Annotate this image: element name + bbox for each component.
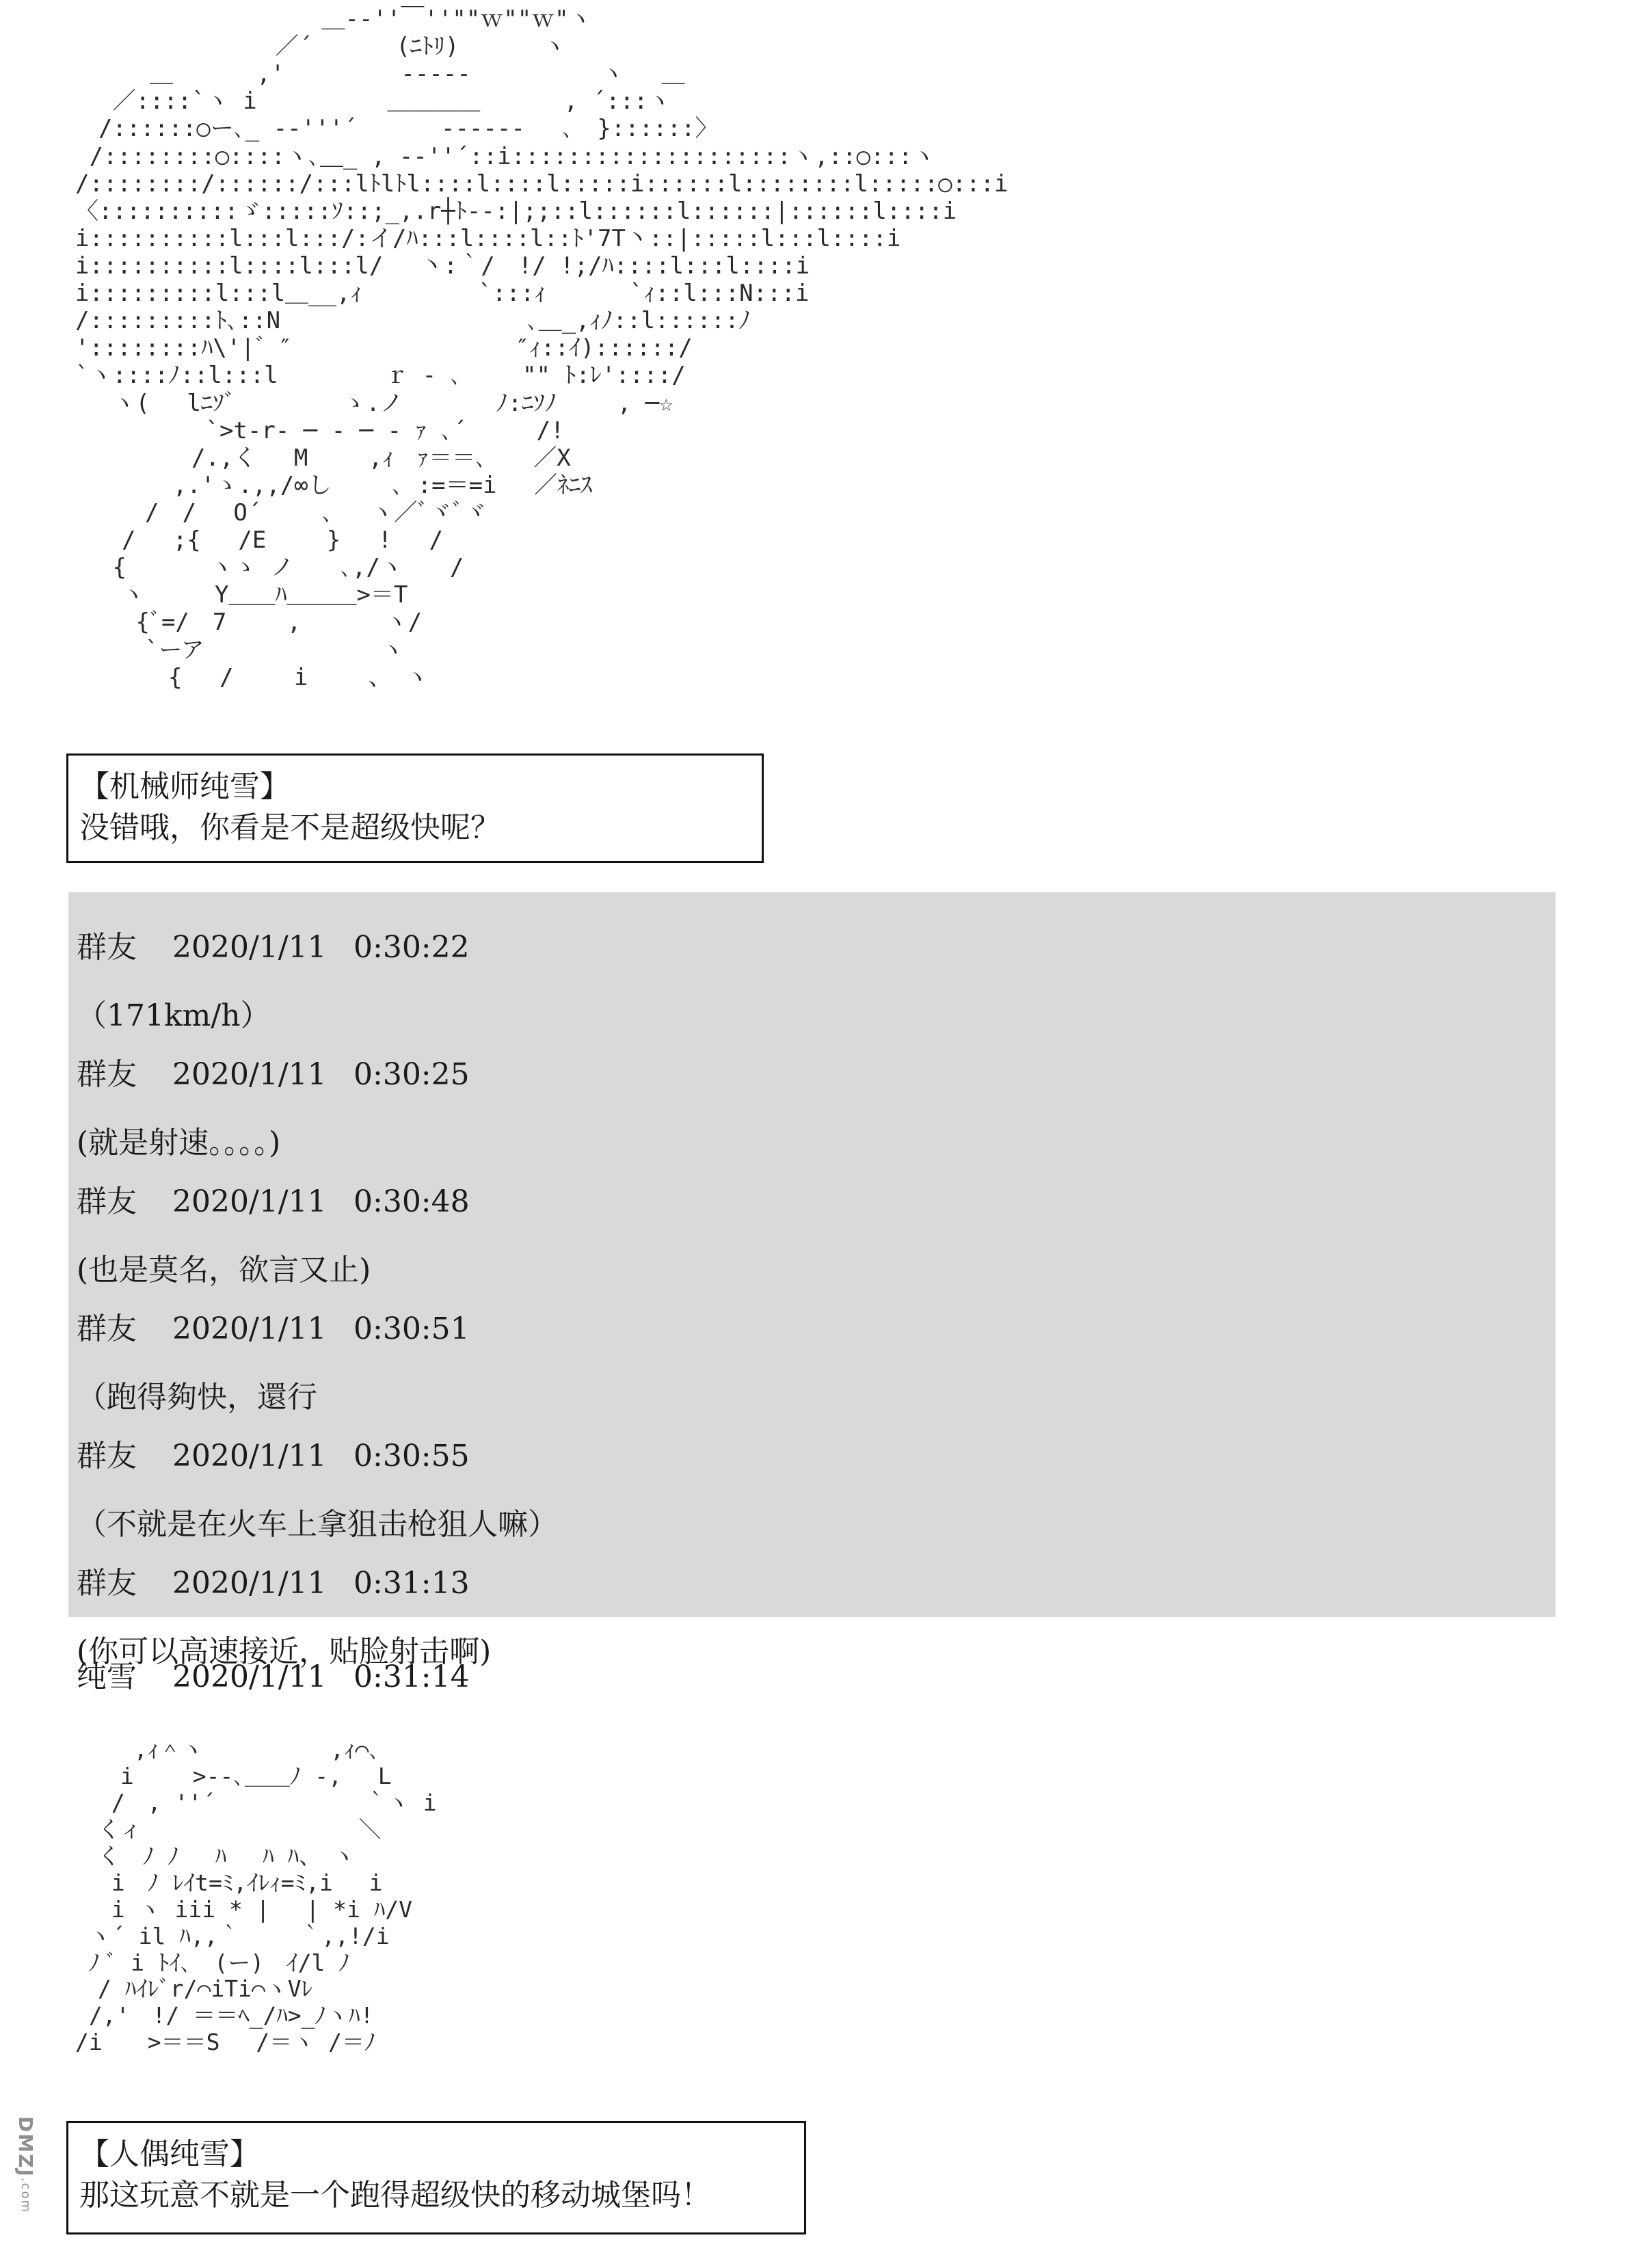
chat-header [77, 1562, 491, 1605]
chat-header [77, 1181, 470, 1223]
speaker-label: 【机械师纯雪】 [79, 769, 290, 804]
ascii-art-mechanic-character: ＿-‐''￣''""ｗ""ｗ"ヽ ／´ (ﾆﾄﾘ) ヽ ＿ ,' -‐‐‐- ヽ ＿ ／::::`ヽ i ＿＿＿＿ , ´:::ヽ /::::::○ー､_ ‐‐'''´ ‐‐‐‐‐- ､ }::::::〉 /::::::::○::::ヽ､＿_ , -‐''´::i::::::::::::::::::::ヽ,::○:::ヽ /::::::::/::::::/:::lﾄlﾄl::::l::::l:::::i::::::l::::::::l:::::○:::i 〈::::::::::ゞ:::::ｿ::;_,.r┼ﾄ-‐:|;;::l::::::l::::::|::::::l::::i i::::::::::l:::l:::/:イ/ﾊ:::l::::l::ﾄ'7T丶::|:::::l:::l::::i i::::::::::l::::l:::l/ 丶:｀/ !/ !;/ﾊ::::l:::l::::i i:::::::::l:::l＿__,ｨ `:::ｨ `ｨ::l:::N:::i /:::::::::ﾄ､::N ､＿_,ｨﾉ::l::::::ﾉ '::::::::ﾊ\'|゛″ ″ｨ::ｲ)::::::/ `ヽ::::ﾉ::l:::l ｒ ‐ ､ "" ﾄ:ﾚ'::::/ ヽ( lﾆｿﾞ ゝ.ノ ﾉ:ﾆｿﾉ , ─☆ `>t-r‐ ─ ‐ ─ ‐ ｧ ､´ /! /.,く M ,ｨ ｧ＝＝､ ／X ,.'ゝ.,,/∞し ､ :=＝=i ／ﾈﾆｽ / / O´ ､ ヽ／ﾞヾﾞヾ / ;{ /E } ! / { ヽゝ ノ ､,/ヽ / ヽ Y＿＿ﾊ＿＿＿>＝T {ﾞ=/ 7 , ヽ/ `ーア ヽ { / i 、 ヽ [75, 5, 1009, 691]
chat-sender: 群友 [77, 1184, 137, 1219]
chat-sender: 纯雪 [77, 1659, 137, 1694]
chat-entry-reply [77, 1656, 470, 1698]
site-watermark [10, 2116, 37, 2253]
chat-message: (就是射速。。。。) [77, 1125, 281, 1160]
chat-header [77, 1308, 470, 1350]
chat-sender: 群友 [77, 1566, 137, 1601]
chat-time: 0:31:14 [353, 1659, 470, 1694]
speaker-label: 【人偶纯雪】 [79, 2137, 260, 2172]
chat-header [77, 926, 470, 969]
chat-header [77, 1656, 470, 1698]
chat-date: 2020/1/11 [172, 930, 327, 965]
dialogue-box-doll [66, 2121, 806, 2234]
ascii-art-doll-character: ,ｨ＾ヽ ,ｨ⌒､ i >‐‐､＿＿ﾉ ‐, L / , ''´ ｀ヽ i くィ ＼ く ﾉ ﾉ ﾊ ﾊ ﾊ、 ヽ i ﾉ ﾚｲt=ﾐ,ｲﾚｨ=ﾐ,i i i ヽ iii * | | *i ﾊ/V ヽ´ il ﾊ,,｀ ｀,,!/i ﾉ ﾞ i ﾄｲ､ (ー) ｲ/l ﾉ / ﾊｲﾚﾞr/⌒iTi⌒ヽVﾚ /,' !/ ＝＝ﾍ_/ﾊ>_ﾉヽﾊ! /i >＝＝S /＝ヽ /＝ﾉ [75, 1736, 437, 2056]
chat-time: 0:31:13 [353, 1566, 470, 1601]
chat-sender: 群友 [77, 1439, 137, 1473]
dialogue-text: 没错哦，你看是不是超级快呢？ [79, 810, 501, 845]
chat-date: 2020/1/11 [172, 1184, 327, 1219]
chat-message: (也是莫名，欲言又止) [77, 1253, 371, 1288]
chat-date: 2020/1/11 [172, 1439, 327, 1473]
dialogue-text: 那这玩意不就是一个跑得超级快的移动城堡吗！ [79, 2178, 711, 2213]
chat-message: （跑得夠快，還行 [77, 1380, 317, 1415]
chat-message: （不就是在火车上拿狙击枪狙人嘛） [77, 1507, 558, 1542]
chat-time: 0:30:25 [353, 1057, 470, 1092]
chat-message: （171km/h） [77, 998, 271, 1033]
chat-date: 2020/1/11 [172, 1057, 327, 1092]
chat-header [77, 1435, 558, 1478]
chat-sender: 群友 [77, 1311, 137, 1346]
chat-log [68, 892, 1556, 1669]
chat-sender: 群友 [77, 930, 137, 965]
chat-time: 0:30:22 [353, 930, 470, 965]
chat-sender: 群友 [77, 1057, 137, 1092]
chat-time: 0:30:51 [353, 1311, 470, 1346]
chat-date: 2020/1/11 [172, 1659, 327, 1694]
watermark-suffix: .com [18, 2177, 33, 2213]
dialogue-box-mechanic [66, 753, 764, 863]
watermark-text: DMZJ [14, 2116, 37, 2178]
chat-header [77, 1054, 470, 1096]
chat-message: (你可以高速接近，贴脸射击啊) [77, 1634, 492, 1669]
chat-date: 2020/1/11 [172, 1566, 327, 1601]
chat-time: 0:30:48 [353, 1184, 470, 1219]
chat-date: 2020/1/11 [172, 1311, 327, 1346]
chat-time: 0:30:55 [353, 1439, 470, 1473]
